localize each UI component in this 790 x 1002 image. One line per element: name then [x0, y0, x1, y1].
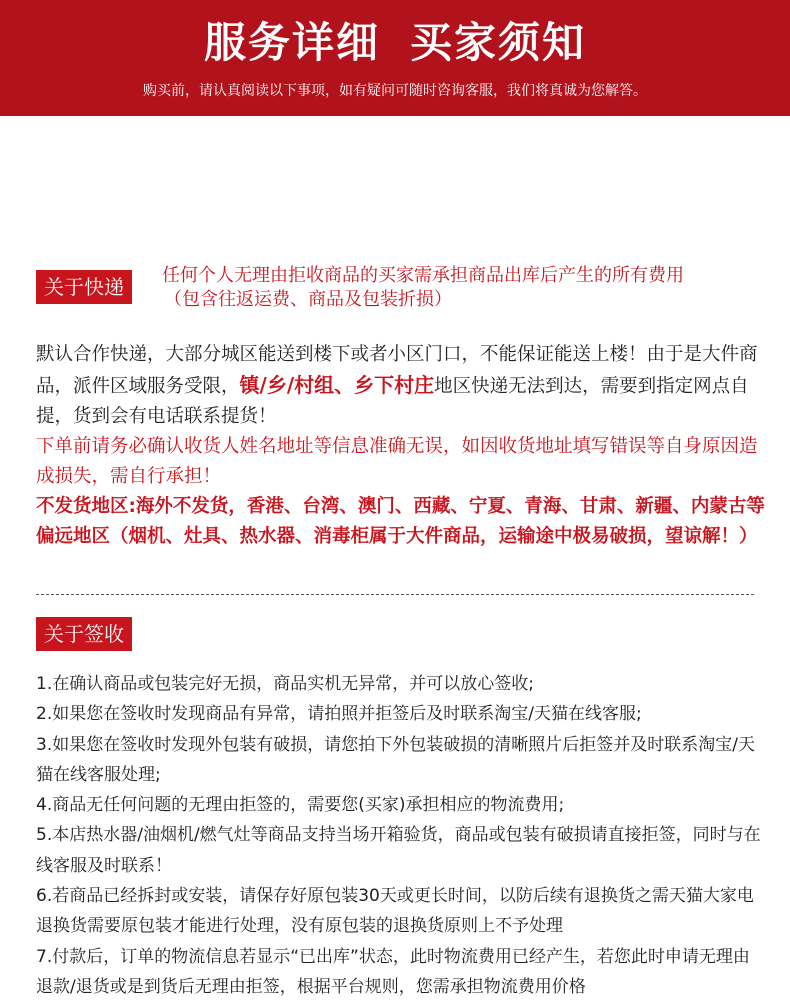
list-item: 2.如果您在签收时发现商品有异常，请拍照并拒签后及时联系淘宝/天猫在线客服;	[36, 704, 642, 725]
list-item: 5.本店热水器/油烟机/燃气灶等商品支持当场开箱验货，商品或包装有破损请直接拒签，同时与在线客服及时联系！	[36, 825, 761, 876]
express-body	[36, 340, 766, 552]
express-note-line2: （包含往返运费、商品及包装折损）	[164, 289, 452, 310]
list-item: 7.付款后，订单的物流信息若显示“已出库”状态，此时物流费用已经产生，若您此时申请无理由退款/退货或是到货后无理由拒签，根据平台规则，您需承担物流费用价格	[36, 946, 750, 997]
sign-tag: 关于签收	[36, 617, 132, 651]
title-right: 买家须知	[410, 18, 587, 67]
sign-rules-list	[36, 669, 766, 1002]
express-tag: 关于快递	[36, 270, 132, 304]
header-banner	[0, 0, 790, 116]
no-ship-regions: 不发货地区:海外不发货，香港、台湾、澳门、西藏、宁夏、青海、甘肃、新疆、内蒙古等偏远地区（烟机、灶具、热水器、消毒柜属于大件商品，运输途中极易破损，望谅解！）	[36, 496, 765, 547]
address-warning: 下单前请务必确认收货人姓名地址等信息准确无误，如因收货地址填写错误等自身原因造成损失，需自行承担！	[36, 436, 758, 487]
header-subtitle: 购买前，请认真阅读以下事项，如有疑问可随时咨询客服，我们将真诚为您解答。	[143, 83, 647, 99]
delivery-text-a: 默认合作快递，大部分城区能送到楼下或者小区门口，不能保证能送上楼！由于是大件商品，派件区域服务受限，	[36, 344, 758, 397]
delivery-paragraph	[36, 340, 766, 432]
list-item: 4.商品无任何问题的无理由拒签的，需要您(买家)承担相应的物流费用;	[36, 795, 565, 816]
express-fee-note	[162, 264, 772, 312]
express-note-line1: 任何个人无理由拒收商品的买家需承担商品出库后产生的所有费用	[162, 265, 684, 286]
title-left: 服务详细	[203, 18, 380, 67]
delivery-highlight: 镇/乡/村组、乡下村庄	[239, 373, 435, 397]
page-title	[0, 18, 790, 68]
list-item: 6.若商品已经拆封或安装，请保存好原包装30天或更长时间，以防后续有退换货之需天猫大家电退换货需要原包装才能进行处理，没有原包装的退换货原则上不予处理	[36, 886, 754, 937]
dashed-divider	[36, 594, 754, 595]
list-item: 1.在确认商品或包装完好无损，商品实机无异常，并可以放心签收;	[36, 674, 534, 694]
delivery-text-b: 地区快递无法到达，需要到指定网点自提，货到会有电话联系提货！	[36, 376, 749, 427]
list-item: 3.如果您在签收时发现外包装有破损，请您拍下外包装破损的清晰照片后拒签并及时联系淘宝/天猫在线客服处理;	[36, 734, 755, 785]
